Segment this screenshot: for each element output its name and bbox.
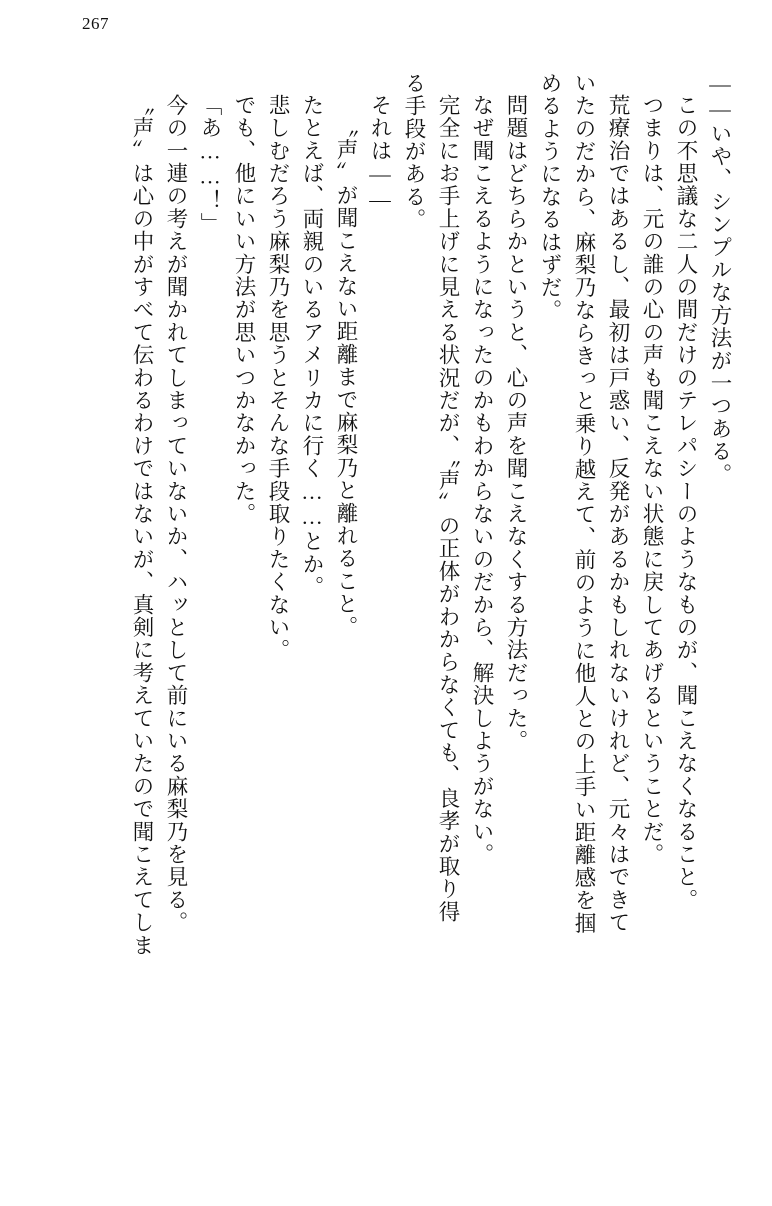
text-column: たとえば、両親のいるアメリカに行く……とか。 (300, 94, 324, 599)
text-column: 悲しむだろう麻梨乃を思うとそんな手段取りたくない。 (266, 94, 290, 662)
text-column: 〝声〟は心の中がすべて伝わるわけではないが、真剣に考えていたので聞こえてしま (130, 94, 154, 957)
text-column: る手段がある。 (402, 72, 426, 231)
text-column: いたのだから、麻梨乃ならきっと乗り越えて、前のように他人との上手い距離感を掴 (572, 72, 596, 935)
text-column: なぜ聞こえるようになったのかもわからないのだから、解決しようがない。 (470, 94, 494, 866)
text-column: それは―― (368, 94, 392, 213)
text-column: 問題はどちらかというと、心の声を聞こえなくする方法だった。 (504, 94, 528, 753)
text-column: 〝声〟が聞こえない距離まで麻梨乃と離れること。 (334, 116, 358, 639)
text-column: 「あ……！」 (198, 94, 222, 236)
page-number: 267 (82, 14, 109, 33)
text-column: この不思議な二人の間だけのテレパシーのようなものが、聞こえなくなること。 (674, 94, 698, 912)
text-column: つまりは、元の誰の心の声も聞こえない状態に戻してあげるということだ。 (640, 94, 664, 866)
text-column: めるようになるはずだ。 (538, 72, 562, 322)
text-column: 今の一連の考えが聞かれてしまっていないか、ハッとして前にいる麻梨乃を見る。 (164, 94, 188, 934)
page-text-body (36, 72, 736, 1170)
text-column: ――いや、シンプルな方法が一つある。 (708, 72, 732, 486)
text-column: 完全にお手上げに見える状況だが、〝声〟の正体がわからなくても、良孝が取り得 (436, 94, 460, 924)
text-column: でも、他にいい方法が思いつかなかった。 (232, 94, 256, 526)
text-column: 荒療治ではあるし、最初は戸惑い、反発があるかもしれないけれど、元々はできて (606, 94, 630, 934)
